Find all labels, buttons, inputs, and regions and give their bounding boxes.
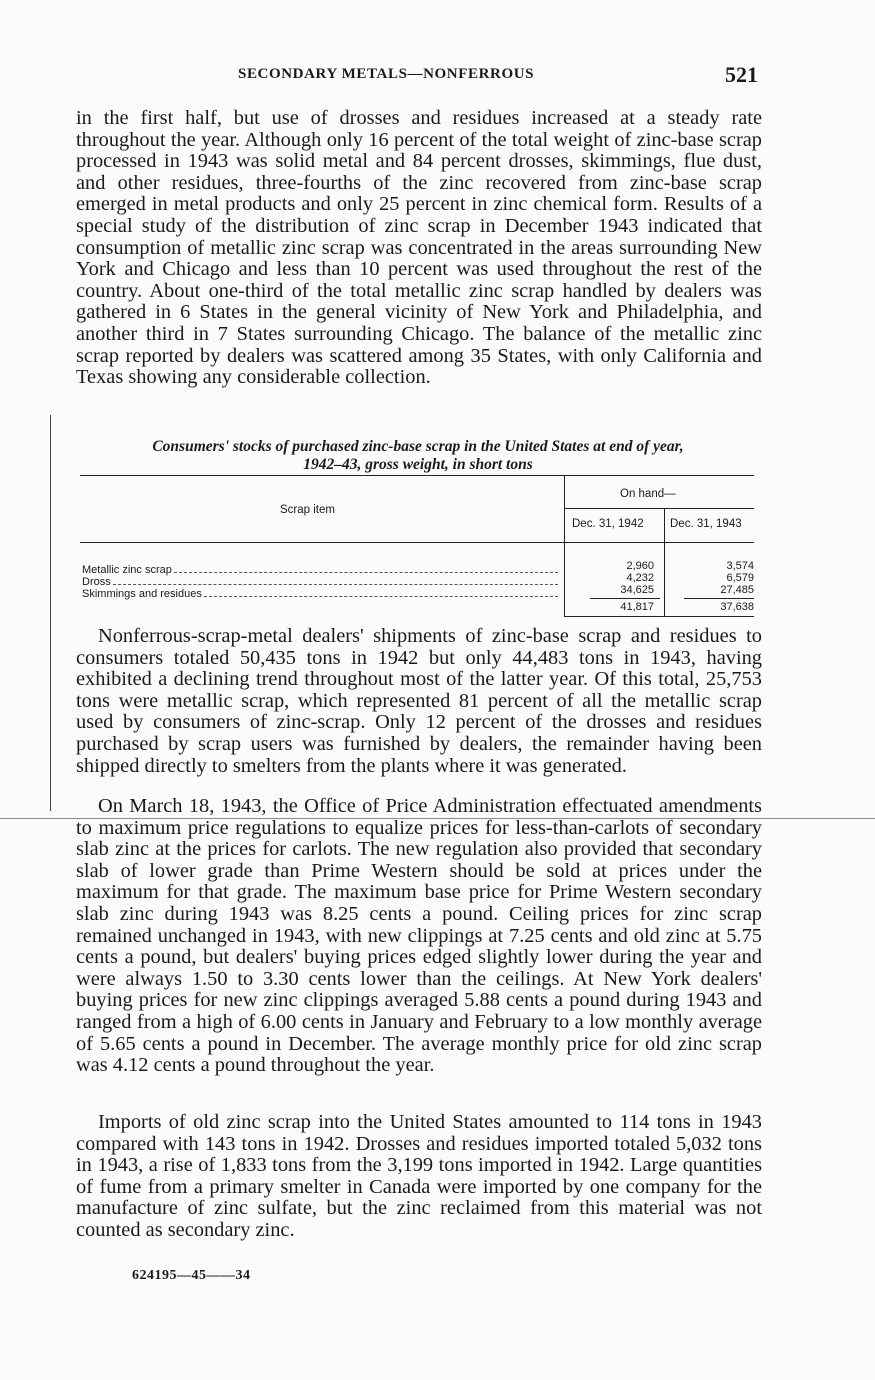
total-rule [590, 598, 660, 599]
table-caption-line1: Consumers' stocks of purchased zinc-base scrap in the United States at end of year, [152, 438, 684, 455]
print-code: 624195—45——34 [132, 1268, 251, 1283]
header-scrap-item: Scrap item [280, 504, 335, 516]
paragraph-dealers-shipments: Nonferrous-scrap-metal dealers' shipments of zinc-base scrap and residues to consumers totaled 50,435 tons in 1942 but only 44,483 tons in 1943, having exhibited a declining trend throughout most of the latter year. Of this total, 25,753 tons were metallic scrap, which represented 81 percent of all the metallic scrap used by consumers of zinc-scrap. Only 12 percent of the drosses and residues purchased by scrap users was furnished by dealers, the remainder having been shipped directly to smelters from the plants where it was generated. [76, 625, 762, 777]
cell-1942: 2,960 [626, 560, 654, 572]
table-top-rule [80, 475, 754, 476]
table-row [82, 588, 560, 601]
running-head [78, 62, 768, 92]
running-title: SECONDARY METALS—NONFERROUS [238, 66, 535, 82]
total-rule [684, 598, 754, 599]
stocks-table [80, 472, 754, 620]
row-label: Skimmings and residues [82, 588, 202, 600]
header-dec-1943: Dec. 31, 1943 [670, 518, 742, 530]
cell-1942: 34,625 [620, 584, 654, 596]
cell-1943: 27,485 [720, 584, 754, 596]
total-1943: 37,638 [720, 601, 754, 613]
table-caption-line2: 1942–43, gross weight, in short tons [303, 456, 533, 473]
cell-1942: 4,232 [626, 572, 654, 584]
row-label: Dross [82, 576, 111, 588]
header-bottom-rule [80, 542, 754, 543]
cell-1943: 3,574 [726, 560, 754, 572]
cell-1943: 6,579 [726, 572, 754, 584]
table-bottom-rule [564, 616, 754, 617]
page-number: 521 [725, 62, 758, 87]
paragraph-imports: Imports of old zinc scrap into the United States amounted to 114 tons in 1943 compared with 143 tons in 1942. Drosses and residues imported totaled 5,032 tons in 1943, a rise of 1,833 tons from the 3,199 tons imported in 1942. Large quantities of fume from a primary smelter in Canada were imported by one company for the manufacture of zinc sulfate, but the zinc reclaimed from this material was not counted as secondary zinc. [76, 1111, 762, 1241]
table-col-divider [564, 475, 565, 617]
total-1942: 41,817 [620, 601, 654, 613]
header-sub-rule [564, 508, 754, 509]
header-dec-1942: Dec. 31, 1942 [572, 518, 644, 530]
paragraph-price-regulation: On March 18, 1943, the Office of Price Administration effectuated amendments to maximum price regulations to equalize prices for less-than-carlots of secondary slab zinc at the prices for carlots. The new regulation also provided that secondary slab of lower grade than Prime Western should be sold at prices under the maximum for that grade. The maximum base price for Prime Western secondary slab zinc during 1943 was 8.25 cents a pound. Ceiling prices for zinc scrap remained unchanged in 1943, with new clippings at 7.25 cents and old zinc at 5.75 cents a pound, but dealers' buying prices edged slightly lower during the year and were always 1.50 to 3.30 cents lower than the ceilings. At New York dealers' buying prices for new zinc clippings averaged 5.88 cents a pound during 1943 and ranged from a high of 6.00 cents in January and February to a low monthly average of 5.65 cents a pound in December. The average monthly price for old zinc scrap was 4.12 cents a pound throughout the year. [76, 795, 762, 1077]
header-on-hand: On hand— [620, 488, 676, 500]
paragraph-continued: in the first half, but use of drosses and residues increased at a steady rate throughout the year. Although only 16 percent of the total weight of zinc-base scrap processed in 1943 was solid metal and 84 percent drosses, skimmings, flue dust, and other residues, three-fourths of the zinc recovered from zinc-base scrap emerged in metal products and only 25 percent in zinc chemical form. Results of a special study of the distribution of zinc scrap in December 1943 indicated that consumption of metallic zinc scrap was concentrated in the areas surrounding New York and Chicago and less than 10 percent was used throughout the rest of the country. About one-third of the total metallic zinc scrap handled by dealers was gathered in 6 States in the general vicinity of New York and Philadelphia, and another third in 7 States surrounding Chicago. The balance of the metallic zinc scrap reported by dealers was scattered among 35 States, with only California and Texas showing any considerable collection. [76, 107, 762, 389]
table-col-divider [664, 508, 665, 617]
table-caption [80, 438, 756, 474]
row-label: Metallic zinc scrap [82, 564, 172, 576]
margin-rule [50, 415, 51, 811]
